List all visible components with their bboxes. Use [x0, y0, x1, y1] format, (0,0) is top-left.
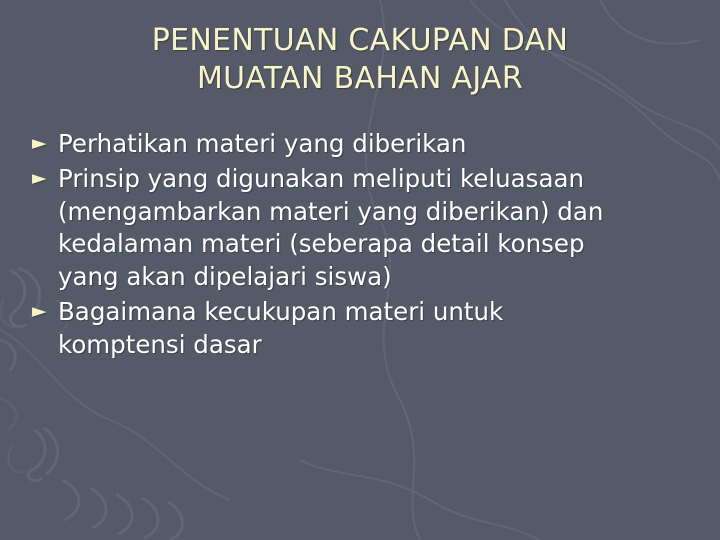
list-item-line: yang akan dipelajari siswa) [58, 262, 392, 292]
list-item-line: Perhatikan materi yang diberikan [58, 129, 467, 158]
page-title [52, 22, 668, 99]
list-item-line: komptensi dasar [58, 329, 262, 359]
bullet-arrow-icon: ► [32, 166, 47, 189]
list-item-text [58, 296, 700, 362]
list-item [32, 163, 700, 294]
list-item-text [58, 128, 700, 161]
list-item [32, 128, 700, 161]
list-item-line: Prinsip yang digunakan meliputi keluasaan [58, 163, 584, 193]
title-line-1: PENENTUAN CAKUPAN DAN [151, 23, 569, 58]
bullet-arrow-icon: ► [32, 300, 47, 323]
list-item [32, 296, 700, 362]
list-item-line: kedalaman materi (seberapa detail konsep [58, 229, 585, 259]
slide-bullet-list [32, 128, 700, 364]
title-line-2: MUATAN BAHAN AJAR [196, 61, 523, 97]
list-item-line: Bagaimana kecukupan materi untuk [58, 297, 504, 327]
list-item-line: (mengambarkan materi yang diberikan) dan [58, 196, 604, 226]
list-item-text [58, 163, 700, 294]
bullet-arrow-icon: ► [32, 132, 47, 154]
